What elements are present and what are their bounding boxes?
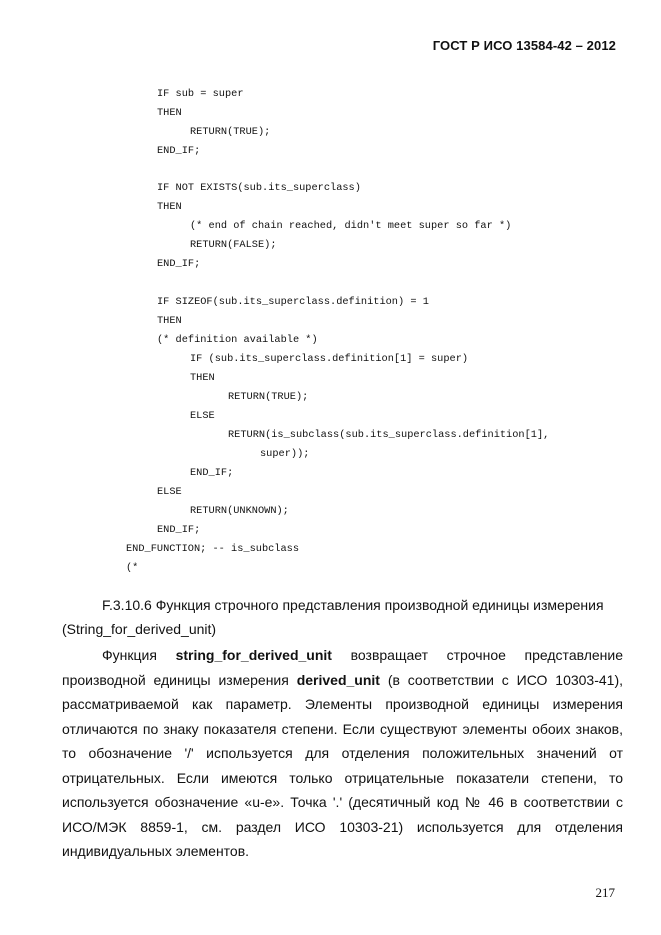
section-heading (62, 593, 623, 641)
code-line: THEN (190, 372, 215, 384)
body-paragraph (62, 643, 623, 864)
code-line: (* (126, 562, 139, 574)
code-line: IF (sub.its_superclass.definition[1] = super) (190, 353, 469, 365)
code-line: (* definition available *) (157, 334, 318, 346)
code-line: END_IF; (190, 467, 234, 479)
code-line: END_IF; (157, 145, 201, 157)
code-line: END_IF; (157, 524, 201, 536)
code-line: RETURN(TRUE); (228, 391, 309, 403)
section-body (62, 643, 623, 864)
page-number: 217 (595, 885, 615, 900)
code-line: RETURN(TRUE); (190, 126, 271, 138)
entity-name: derived_unit (296, 671, 380, 688)
code-line: IF NOT EXISTS(sub.its_superclass) (157, 182, 361, 194)
paragraph-intro: Функция (102, 647, 157, 663)
code-line: ELSE (157, 486, 182, 498)
code-line: END_FUNCTION; -- is_subclass (126, 543, 300, 555)
function-name: string_for_derived_unit (175, 647, 332, 663)
code-line: RETURN(UNKNOWN); (190, 505, 289, 517)
code-line: THEN (157, 107, 182, 119)
paragraph-mid: возвращает строчное представление производной единицы измерения (62, 647, 624, 688)
code-line: (* end of chain reached, didn't meet super so far *) (190, 220, 512, 232)
document-header: ГОСТ Р ИСО 13584-42 – 2012 (432, 38, 616, 53)
code-line: THEN (157, 201, 182, 213)
code-line: super)); (260, 448, 310, 460)
code-line: IF SIZEOF(sub.its_superclass.definition) = 1 (157, 296, 429, 308)
code-line: ELSE (190, 410, 215, 422)
section-heading-text: F.3.10.6 Функция строчного представления производной единицы измерения (String_for_derived_unit) (62, 597, 604, 637)
code-line: RETURN(is_subclass(sub.its_superclass.definition[1], (228, 429, 550, 441)
code-line: END_IF; (157, 258, 201, 270)
code-line: RETURN(FALSE); (190, 239, 277, 251)
code-line: IF sub = super (157, 88, 244, 100)
code-line: THEN (157, 315, 182, 327)
paragraph-rest: (в соответствии с ИСО 10303-41), рассматриваемой как параметр. Элементы производной единицы измерения отличаются по знаку показателя степени. Если существуют элементы обоих знаков, то обозначение '/' используется для отделения положительных значений от отрицательных. Если имеются только отрицательные показатели степени, то используется обозначение «u-e». Точка '.' (десятичный код № 46 в соответствии с ИСО/МЭК 8859-1, см. раздел ИСО 10303-21) используется для отделения индивидуальных элементов. (62, 671, 623, 859)
